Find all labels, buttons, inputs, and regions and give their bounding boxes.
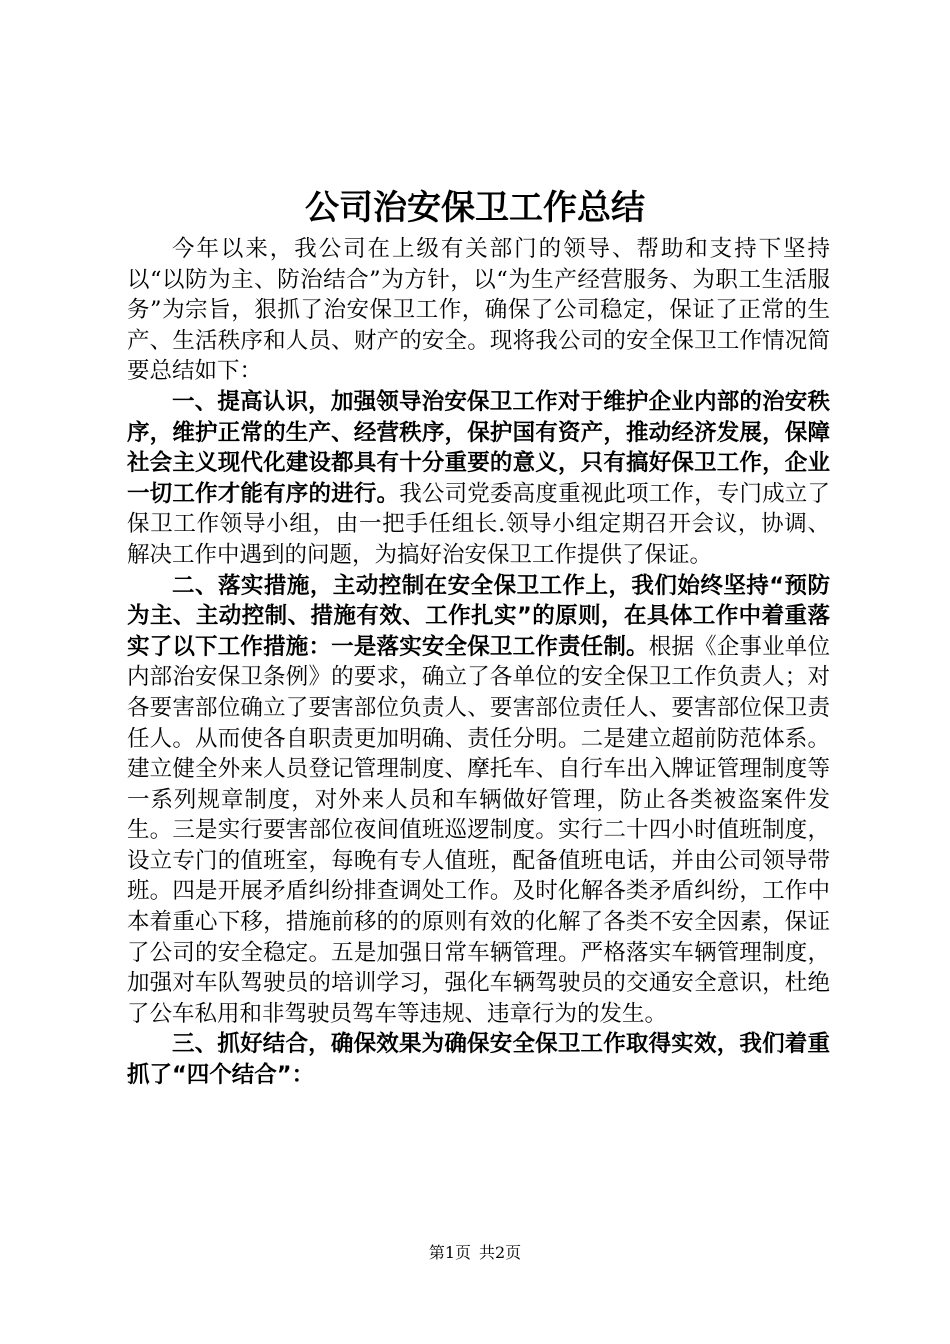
section-1-heading: 一、提高认识，加强领导治安保卫工作对于维护企业内部的治安秩序，维护正常的生产、经营秩序，保护国有资产，推动经济发展，保障社会主义现代化建设都具有十分重要的意义，只有搞好保卫工作，企业一切工作才能有序的进行。 [127,388,830,507]
section-2-paragraph [127,571,830,1030]
section-2-body: 根据《企事业单位内部治安保卫条例》的要求，确立了各单位的安全保卫工作负责人；对各要害部位确立了要害部位负责人、要害部位责任人、要害部位保卫责任人。从而使各自职责更加明确、责任分明。二是建立超前防范体系。建立健全外来人员登记管理制度、摩托车、自行车出入牌证管理制度等一系列规章制度，对外来人员和车辆做好管理，防止各类被盗案件发生。三是实行要害部位夜间值班巡逻制度。实行二十四小时值班制度，设立专门的值班室，每晚有专人值班，配备值班电话，并由公司领导带班。四是开展矛盾纠纷排查调处工作。及时化解各类矛盾纠纷，工作中本着重心下移，措施前移的的原则有效的化解了各类不安全因素，保证了公司的安全稳定。五是加强日常车辆管理。严格落实车辆管理制度，加强对车队驾驶员的培训学习，强化车辆驾驶员的交通安全意识，杜绝了公车私用和非驾驶员驾车等违规、违章行为的发生。 [127,633,830,1027]
section-3-heading: 三、抓好结合，确保效果为确保安全保卫工作取得实效，我们着重抓了“四个结合”： [127,1031,830,1089]
document-body [127,234,830,1091]
page-total: 共2页 [479,1243,522,1262]
section-1-paragraph [127,387,830,571]
intro-paragraph: 今年以来，我公司在上级有关部门的领导、帮助和支持下坚持以“以防为主、防治结合”为方针，以“为生产经营服务、为职工生活服务”为宗旨，狠抓了治安保卫工作，确保了公司稳定，保证了正常的生产、生活秩序和人员、财产的安全。现将我公司的安全保卫工作情况简要总结如下： [127,236,830,385]
section-1-body: 我公司党委高度重视此项工作，专门成立了保卫工作领导小组，由一把手任组长.领导小组定期召开会议，协调、解决工作中遇到的问题，为搞好治安保卫工作提供了保证。 [127,480,830,568]
page-number: 第1页 [428,1243,471,1262]
section-2-heading: 二、落实措施，主动控制在安全保卫工作上，我们始终坚持“预防为主、主动控制、措施有效、工作扎实”的原则，在具体工作中着重落实了以下工作措施：一是落实安全保卫工作责任制。 [127,572,830,660]
document-title: 公司治安保卫工作总结 [305,188,645,228]
section-3-paragraph [127,1029,830,1090]
page-footer [0,1242,950,1264]
